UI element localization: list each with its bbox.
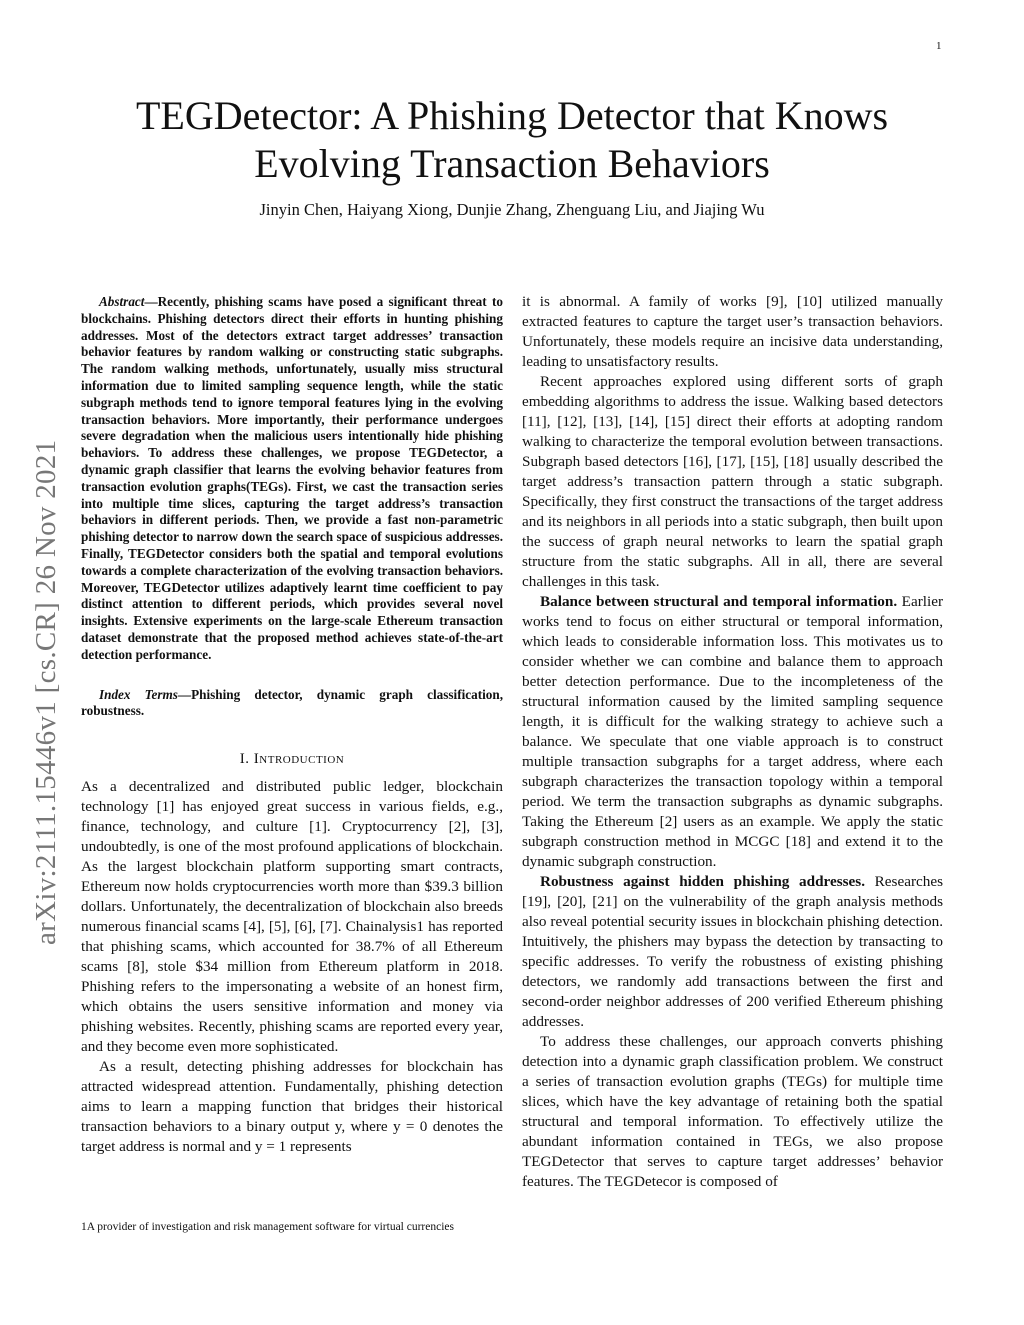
right-paragraph-1: it is abnormal. A family of works [9], [10] utilized manually extracted features to capture the target user’s transaction behaviors. Unfortunately, these models require an incisive data understanding, leading to unsatisfactory results. <box>522 293 943 370</box>
index-terms-text: —Phishing detector, dynamic graph classification, robustness. <box>81 686 503 719</box>
right-paragraph-2: Recent approaches explored using different sorts of graph embedding algorithms to address the issue. Walking based detectors [11], [12], [13], [14], [15] direct their efforts at adopting random walking to characterize the temporal evolution between transactions. Subgraph based detectors [16], [17], [15], [18] usually described the target address’s transaction pattern through a static subgraph. Specifically, they first construct the transactions of the target address and its neighbors in all periods into a static subgraph, then built upon the success of graph neural networks to learn the spatial graph structure from the static subgraphs. All in all, there are several challenges in this task. <box>522 373 943 590</box>
page-number: 1 <box>936 40 942 52</box>
challenge-heading-balance: Balance between structural and temporal information. <box>540 593 898 610</box>
right-column <box>522 292 943 1192</box>
right-paragraph-4-text: Researches [19], [20], [21] on the vulnerability of the graph analysis methods also reveal potential security issues in blockchain phishing detection. Intuitively, the phishers may bypass the detection by transacting to specific addresses. To verify the robustness of existing phishing detectors, we randomly add transactions between the first and second-order neighbor addresses of 200 verified Ethereum phishing addresses. <box>522 873 943 1030</box>
abstract-text: —Recently, phishing scams have posed a significant threat to blockchains. Phishing detectors direct their efforts in hunting phishing addresses. Most of the detectors extract target addresses’ transaction behavior features by random walking or constructing static subgraphs. The random walking methods, unfortunately, usually miss structural information due to limited sampling sequence length, while the static subgraph methods tend to ignore temporal features lying in the evolving transaction behaviors. More importantly, their performance undergoes severe degradation when the malicious users intentionally hide phishing behaviors. To address these challenges, we propose TEGDetector, a dynamic graph classifier that learns the evolving behavior features from transaction evolution graphs(TEGs). First, we cast the transaction series into multiple time slices, capturing the target address’s transaction behaviors in different periods. Then, we provide a fast non-parametric phishing detector to narrow down the search space of suspicious addresses. Finally, TEGDetector considers both the spatial and temporal evolutions towards a complete characterization of the evolving transaction behaviors. Moreover, TEGDetector utilizes adaptively learnt time coefficient to pay distinct attention to different periods, which provides several novel insights. Extensive experiments on the large-scale Ethereum transaction dataset demonstrate that the proposed method achieves state-of-the-art detection performance. <box>81 294 503 662</box>
section-number: I. <box>239 751 254 768</box>
footnote: 1A provider of investigation and risk management software for virtual currencies <box>81 1221 454 1233</box>
left-column <box>81 294 503 1157</box>
index-terms-label: Index Terms <box>99 686 178 702</box>
arxiv-stamp: arXiv:2111.15446v1 [cs.CR] 26 Nov 2021 <box>30 439 62 945</box>
right-paragraph-5: To address these challenges, our approach converts phishing detection into a dynamic graph classification problem. We construct a series of transaction evolution graphs (TEGs) for multiple time slices, which have the key advantage of retaining both the spatial structural and temporal information. To effectively utilize the abundant information contained in TEGs, we also propose TEGDetector that serves to capture target addresses’ behavior features. The TEGDetecor is composed of <box>522 1033 943 1190</box>
abstract <box>81 294 503 664</box>
title-line-2: Evolving Transaction Behaviors <box>254 141 770 186</box>
right-paragraph-4 <box>522 872 943 1032</box>
abstract-label: Abstract <box>99 294 145 309</box>
paper-title <box>80 92 944 188</box>
right-paragraph-3 <box>522 592 943 872</box>
section-title: Introduction <box>253 751 345 768</box>
title-line-1: TEGDetector: A Phishing Detector that Knows <box>135 93 889 138</box>
index-terms <box>81 687 503 721</box>
intro-paragraph-2: As a result, detecting phishing addresses for blockchain has attracted widespread attention. Fundamentally, phishing detection aims to learn a mapping function that bridges their historical transaction behaviors to a binary output y, where y = 0 denotes the target address is normal and y = 1 represents <box>81 1058 503 1156</box>
right-paragraph-3-text: Earlier works tend to focus on either structural or temporal information, which leads to considerable information loss. This motivates us to consider whether we can combine and balance them to approach better detection performance. Due to the incompleteness of the structural information caused by the limited sampling sequence length, it is difficult for the walking strategy to achieve such a balance. We speculate that one viable approach is to construct multiple transaction subgraphs for a target address, where each subgraph characterizes the transaction topology within a temporal period. We term the transaction subgraphs as dynamic subgraphs. Taking the Ethereum [2] users as an example. We apply the static subgraph construction method in MCGC [18] and extend it to the dynamic subgraph construction. <box>522 593 943 870</box>
section-heading-introduction <box>81 751 503 768</box>
challenge-heading-robustness: Robustness against hidden phishing addresses. <box>540 873 865 890</box>
intro-paragraph-1: As a decentralized and distributed public ledger, blockchain technology [1] has enjoyed great success in various fields, e.g., finance, technology, and culture [1]. Cryptocurrency [2], [3], undoubtedly, is one of the most profound applications of blockchain. As the largest blockchain platform supporting smart contracts, Ethereum now holds cryptocurrencies worth more than $39.3 billion dollars. Unfortunately, the decentralization of blockchain also breeds numerous financial scams [4], [5], [6], [7]. Chainalysis1 has reported that phishing scams, which accounted for 38.7% of all Ethereum scams [8], stole $34 million from Ethereum platform in 2018. Phishing refers to the impersonating a website of an honest firm, which obtains the users sensitive information and money via phishing websites. Recently, phishing scams are reported every year, and they become even more sophisticated. <box>81 778 503 1056</box>
author-list: Jinyin Chen, Haiyang Xiong, Dunjie Zhang, Zhenguang Liu, and Jiajing Wu <box>259 200 765 219</box>
